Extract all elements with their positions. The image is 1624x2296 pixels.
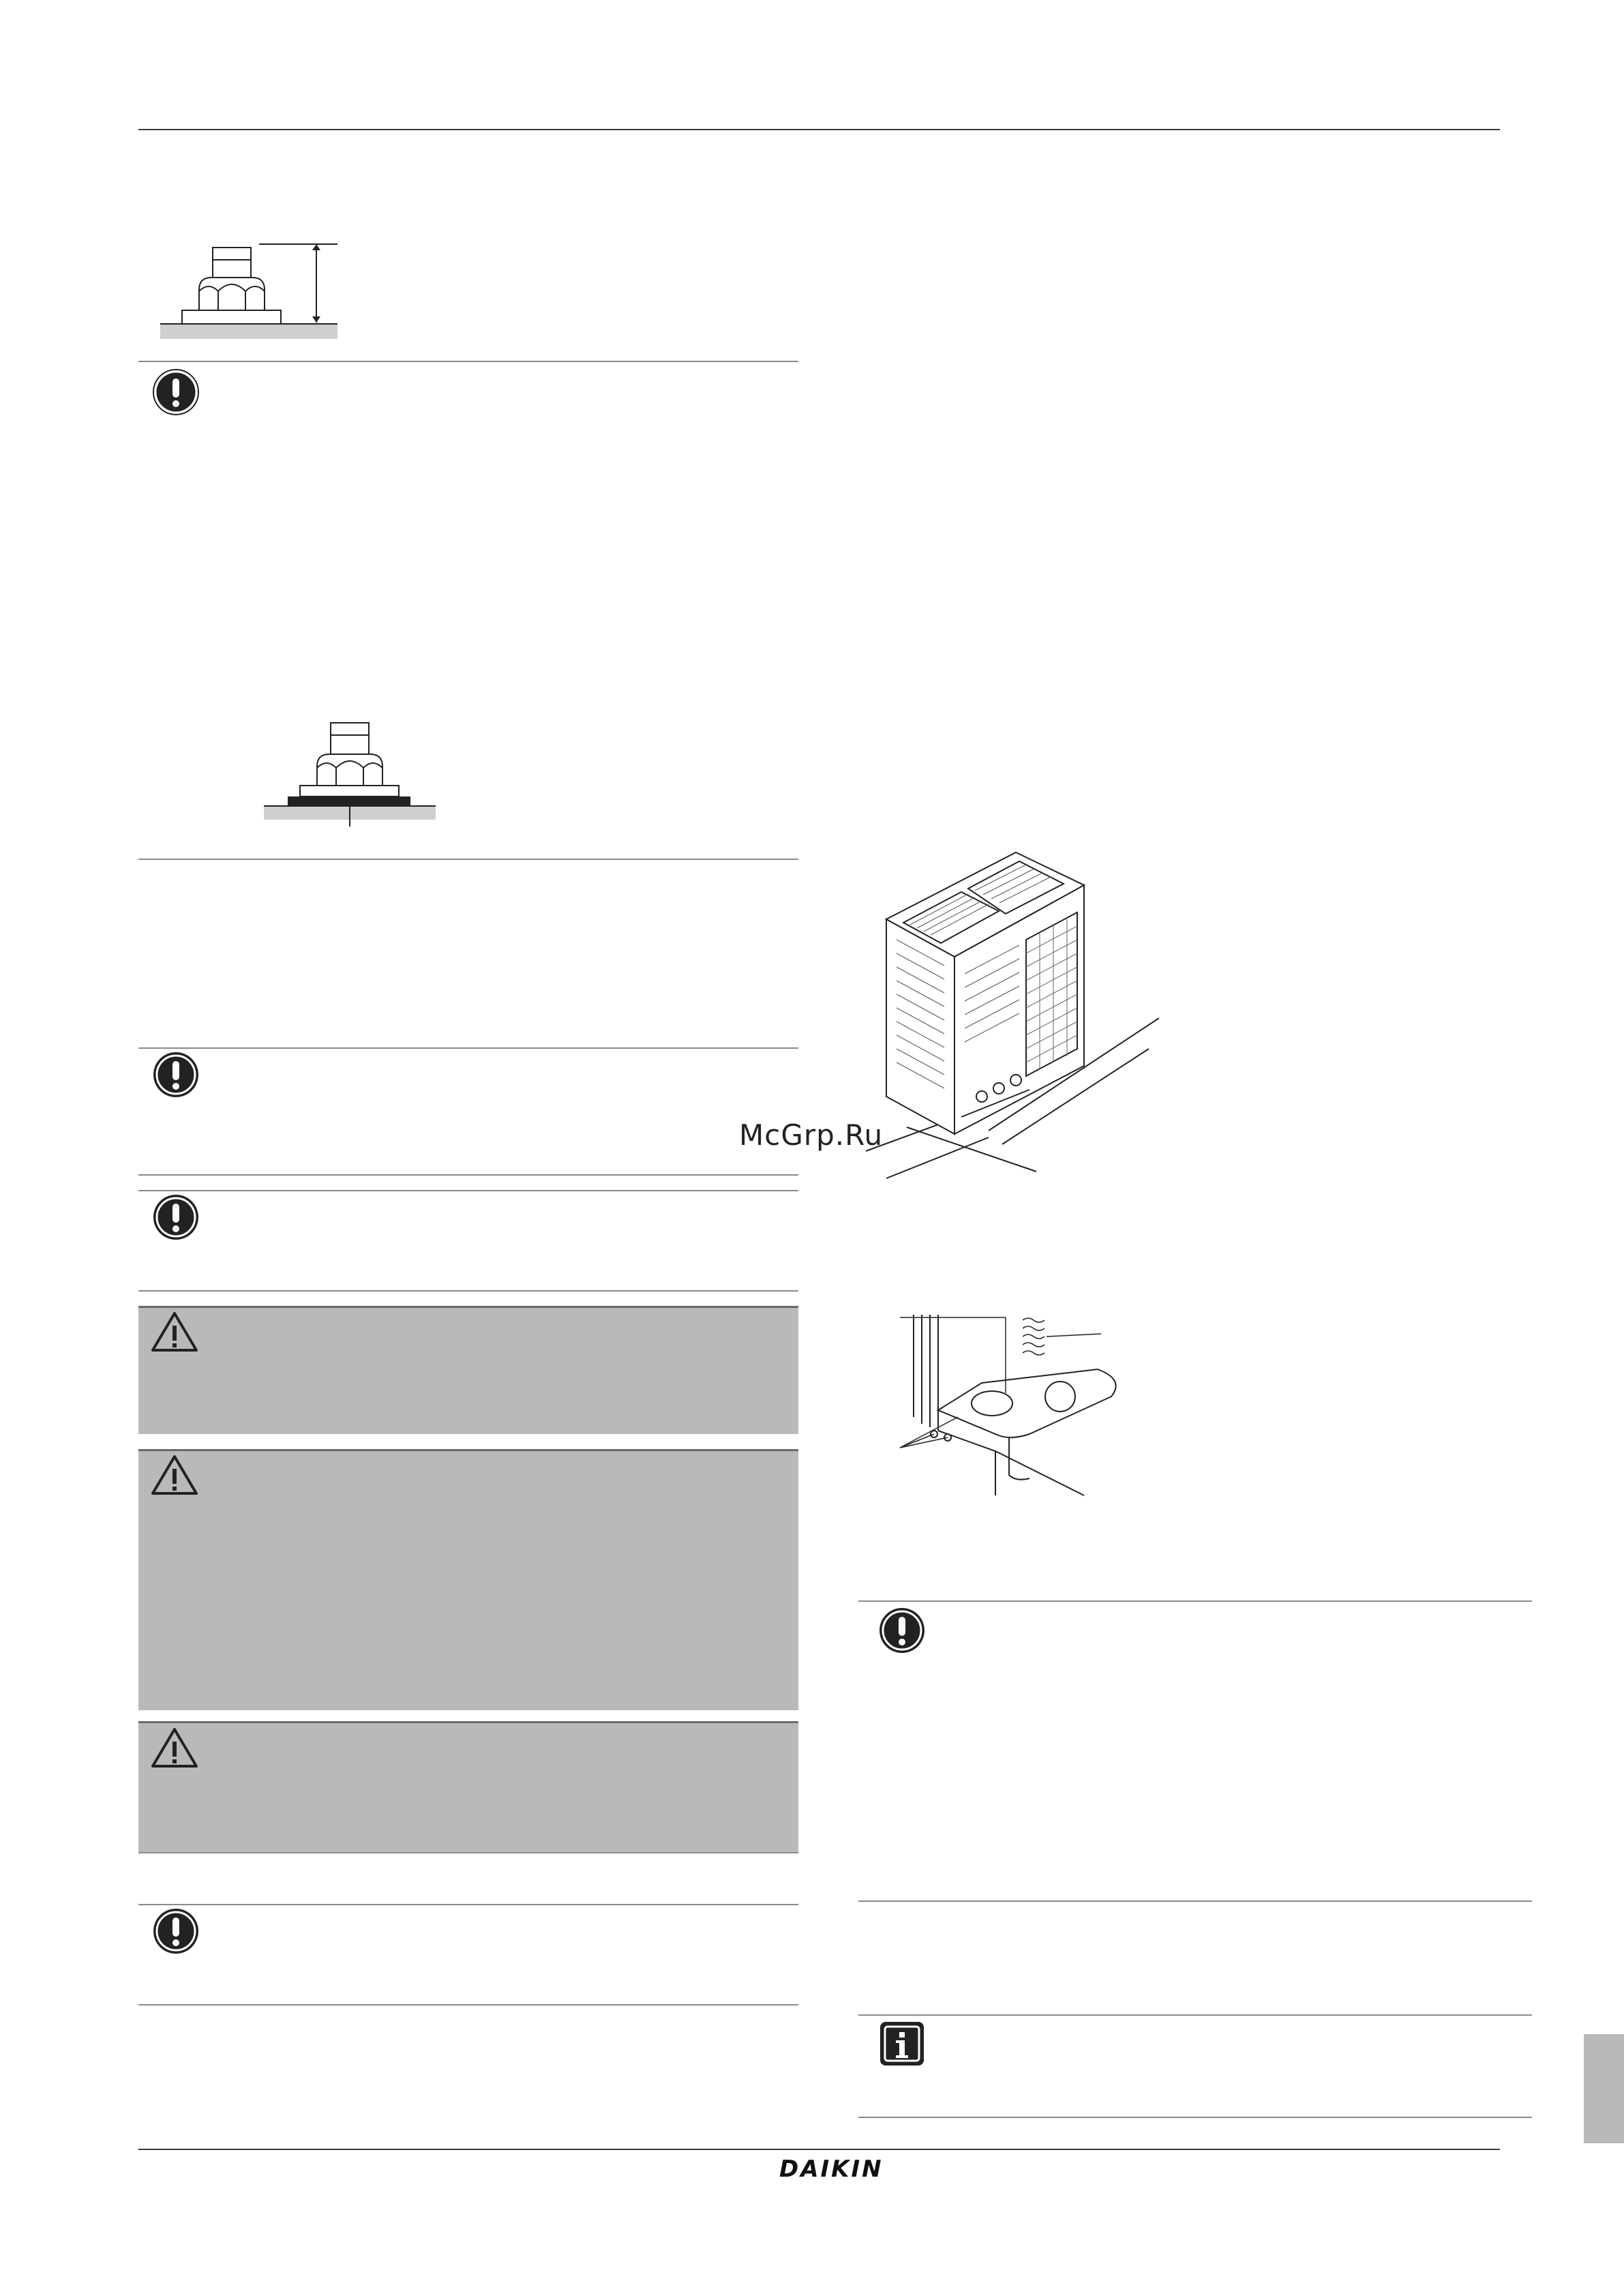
note-divider bbox=[858, 1900, 1532, 1902]
note-divider bbox=[138, 1290, 798, 1292]
warning-triangle-icon bbox=[150, 1311, 199, 1353]
header-rule bbox=[138, 129, 1500, 130]
note-divider bbox=[858, 2014, 1532, 2016]
note-divider bbox=[138, 2004, 798, 2006]
exclamation-circle-icon bbox=[152, 368, 200, 416]
chapter-side-tab bbox=[1584, 2034, 1624, 2143]
warning-box bbox=[138, 1721, 798, 1853]
warning-box bbox=[138, 1306, 798, 1434]
note-divider bbox=[138, 1904, 798, 1905]
warning-box bbox=[138, 1449, 798, 1710]
warning-triangle-icon bbox=[150, 1454, 199, 1496]
note-divider bbox=[858, 2117, 1532, 2118]
note-divider bbox=[138, 1190, 798, 1191]
exclamation-circle-icon bbox=[152, 1193, 200, 1241]
warning-triangle-icon bbox=[150, 1727, 199, 1769]
anchor-bolt-height-figure bbox=[157, 235, 355, 344]
exclamation-circle-icon bbox=[878, 1607, 926, 1654]
exclamation-circle-icon bbox=[152, 1907, 200, 1955]
note-divider bbox=[858, 1600, 1532, 1602]
note-divider bbox=[138, 1174, 798, 1176]
note-divider bbox=[138, 1047, 798, 1049]
outdoor-unit-illustration bbox=[866, 844, 1166, 1185]
footer-rule bbox=[138, 2149, 1500, 2150]
base-detail-figure bbox=[893, 1308, 1139, 1506]
note-divider bbox=[138, 859, 798, 860]
watermark: McGrp.Ru bbox=[739, 1118, 884, 1152]
info-square-icon bbox=[878, 2020, 926, 2068]
note-divider bbox=[138, 1852, 798, 1853]
daikin-logo: DAIKIN bbox=[779, 2156, 884, 2183]
exclamation-circle-icon bbox=[152, 1051, 200, 1099]
anchor-bolt-washer-figure bbox=[262, 709, 440, 829]
note-divider bbox=[138, 361, 798, 362]
